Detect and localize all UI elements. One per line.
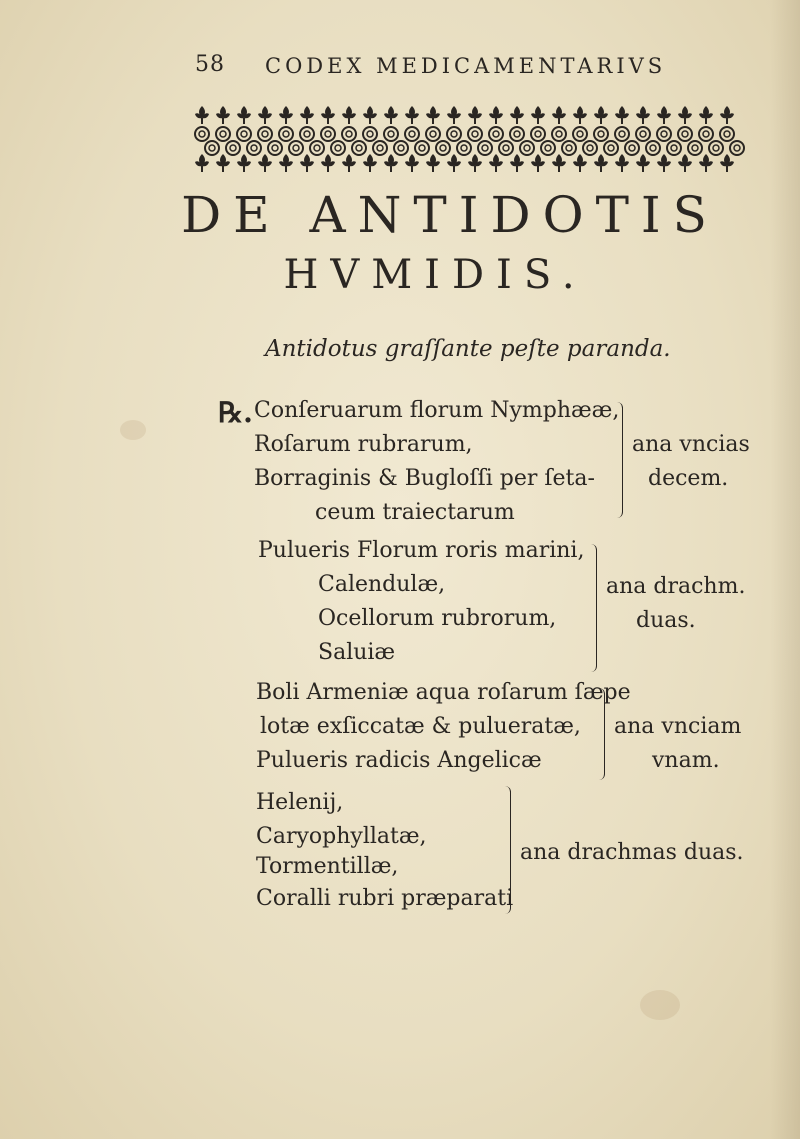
ingredient-line: Pulueris Florum roris marini, — [258, 538, 585, 563]
ingredient-line: Tormentillæ, — [256, 854, 399, 879]
page-edge-shadow — [770, 0, 800, 1139]
ingredient-line: Coralli rubri præparati — [256, 886, 514, 911]
ingredient-line: Conſeruarum florum Nymphææ, — [254, 398, 620, 423]
ingredient-line: Borraginis & Bugloſſi per ſeta- — [254, 466, 595, 491]
ingredient-line: Boli Armeniæ aqua roſarum ſæpe — [256, 680, 631, 705]
running-title: CODEX MEDICAMENTARIVS — [265, 54, 667, 78]
foxing-stain — [120, 420, 146, 440]
dose-text: ana drachm. — [606, 574, 746, 599]
ingredient-line: Roſarum rubrarum, — [254, 432, 473, 457]
ingredient-line: lotæ exſiccatæ & pulueratæ, — [260, 714, 581, 739]
running-head — [195, 52, 715, 82]
dose-text: duas. — [636, 608, 696, 633]
grouping-brace — [588, 544, 597, 672]
grouping-brace — [502, 786, 511, 914]
grouping-brace — [614, 402, 623, 518]
ingredient-line: Helenij, — [256, 790, 344, 815]
ornament-band — [192, 102, 752, 174]
dose-text: vnam. — [652, 748, 720, 773]
grouping-brace — [596, 688, 605, 780]
chapter-subtitle: HVMIDIS. — [283, 252, 587, 298]
ingredient-line: ceum traiectarum — [315, 500, 515, 525]
dose-text: decem. — [648, 466, 729, 491]
dose-text: ana drachmas duas. — [520, 840, 744, 865]
foxing-stain — [640, 990, 680, 1020]
recipe-title: Antidotus graſſante peſte paranda. — [265, 336, 671, 362]
page-number: 58 — [195, 52, 225, 77]
ingredient-line: Saluiæ — [318, 640, 396, 665]
recipe-symbol: ℞. — [218, 396, 253, 429]
chapter-title: DE ANTIDOTIS — [181, 186, 719, 244]
dose-text: ana vnciam — [614, 714, 742, 739]
fleuron-ornament — [192, 102, 752, 174]
dose-text: ana vncias — [632, 432, 750, 457]
ingredient-line: Ocellorum rubrorum, — [318, 606, 557, 631]
ingredient-line: Calendulæ, — [318, 572, 446, 597]
ingredient-line: Pulueris radicis Angelicæ — [256, 748, 542, 773]
ingredient-line: Caryophyllatæ, — [256, 824, 427, 849]
